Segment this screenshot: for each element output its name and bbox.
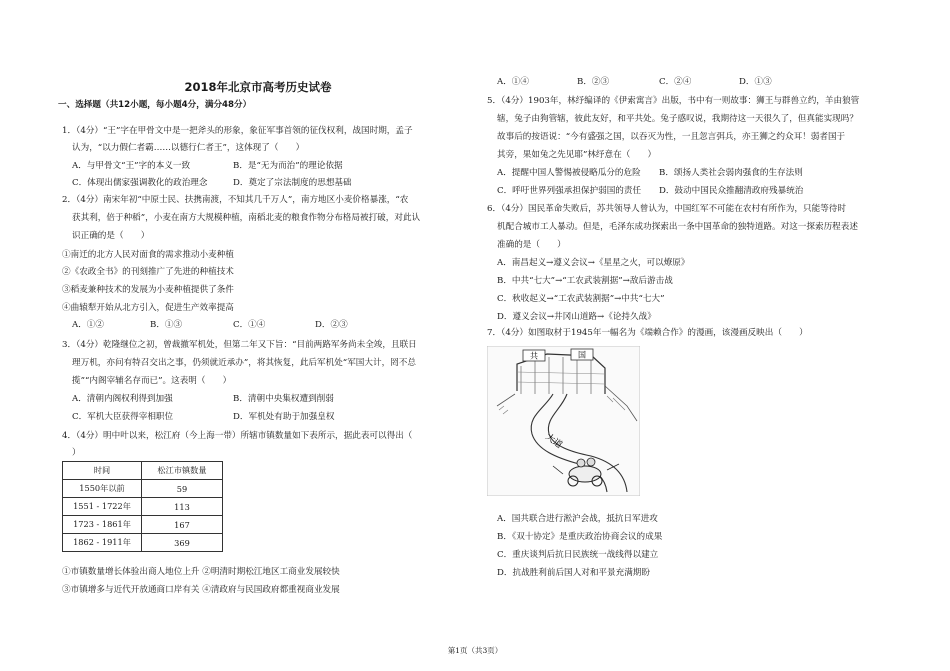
answer-option: A．南昌起义→遵义会议→《星星之火，可以燎原》 <box>497 258 690 268</box>
table-row <box>63 516 223 534</box>
table-cell: 369 <box>142 534 223 552</box>
table-header-row <box>63 462 223 480</box>
question-text-line: 识正确的是（ ） <box>72 231 150 241</box>
answer-option: B．《双十协定》是重庆政治协商会议的成果 <box>497 532 663 542</box>
table-cell: 113 <box>142 498 223 516</box>
answer-option: C．军机大臣获得宰相职位 <box>72 412 174 422</box>
question-text-line: ②《农政全书》的刊刻推广了先进的种植技术 <box>62 267 234 277</box>
question-text-line: 其旁，果如兔之先见耶”林纾意在（ ） <box>497 150 657 160</box>
question-text-line: ④曲辕犁开始从北方引入，促进生产效率提高 <box>62 303 234 313</box>
answer-option: C．①④ <box>233 320 266 330</box>
page-footer: 第1页（共3页） <box>447 646 503 655</box>
answer-option: A．①② <box>72 320 104 330</box>
question-text-line: 2．（4分）南宋年初“中原士民、扶携南渡，不知其几千万人”，南方地区小麦价格暴涨，“农 <box>62 195 409 205</box>
cartoon-sign-left: 共 <box>530 351 538 361</box>
table-cell: 1550年以前 <box>63 480 142 498</box>
answer-option: B．①③ <box>150 320 183 330</box>
answer-option: D．②③ <box>315 320 348 330</box>
question-text-line: 准确的是（ ） <box>497 240 566 250</box>
table-row <box>63 498 223 516</box>
table-row <box>63 480 223 498</box>
table-header: 时间 <box>63 462 142 480</box>
question-text-line: 机配合城市工人暴动。但是，毛泽东成功探索出一条中国革命的独特道路。对这一探索历程表述 <box>497 222 858 232</box>
cartoon-sign-right: 国 <box>578 350 586 360</box>
table-cell: 1862 - 1911年 <box>63 534 142 552</box>
question-text-line: 故事后的按语说：“今有盛强之国，以吞灭为性，一且忽言弭兵，亦王狮之约众耳！弱者国于 <box>497 132 846 142</box>
question-text-line: ①市镇数量增长体验出商人地位上升 ②明清时期松江地区工商业发展较快 <box>62 567 340 577</box>
table-header: 松江市镇数量 <box>142 462 223 480</box>
question-text-line: ） <box>72 448 81 458</box>
page-title: 2018年北京市高考历史试卷 <box>184 80 332 94</box>
question-text-line: 获其利，倍于种稻”，小麦在南方大规模种植，南稻北麦的粮食作物分布格局被打破，对此认 <box>72 213 421 223</box>
answer-option: A．清朝内阁权利得到加强 <box>72 394 173 404</box>
answer-option: C．体现出儒家强调教化的政治理念 <box>72 178 208 188</box>
answer-option: B．中共“七大”→“工农武装割据”→敌后游击战 <box>497 276 673 286</box>
cartoon-image <box>487 346 640 496</box>
table-cell: 1551 - 1722年 <box>63 498 142 516</box>
answer-option: B．清朝中央集权遭到削弱 <box>233 394 334 404</box>
table-row <box>63 534 223 552</box>
table-cell: 167 <box>142 516 223 534</box>
answer-option: B．②③ <box>577 77 610 87</box>
question-text-line: 认为，“以力假仁者霸……以德行仁者王”，这体现了（ ） <box>72 143 305 153</box>
section-heading: 一、选择题（共12小题，每小题4分，满分48分） <box>58 100 252 110</box>
answer-option: D．遵义会议→井冈山道路→《论持久战》 <box>497 312 656 322</box>
answer-option: A．国共联合进行淞沪会战，抵抗日军进攻 <box>497 514 658 524</box>
answer-option: C．②④ <box>659 77 692 87</box>
question-text-line: 3．（4分）乾隆继位之初，曾裁撤军机处，但第二年又下旨：“目前两路军务尚未全竣，且联日 <box>62 340 417 350</box>
answer-option: D．鼓动中国民众推翻清政府残暴统治 <box>659 186 804 196</box>
answer-option: B．颂扬人类社会弱肉强食的生存法则 <box>659 168 803 178</box>
answer-option: A．①④ <box>497 77 529 87</box>
question-text-line: ③稻麦兼种技术的发展为小麦种植提供了条件 <box>62 285 234 295</box>
answer-option: D．奠定了宗法制度的思想基础 <box>233 178 352 188</box>
question-text-line: ③市镇增多与近代开放通商口岸有关 ④清政府与民国政府都重视商业发展 <box>62 585 340 595</box>
answer-option: C．秋收起义→“工农武装割据”→中共“七大” <box>497 294 665 304</box>
answer-option: C．呼吁世界列强承担保护弱国的责任 <box>497 186 642 196</box>
question-text-line: 1．（4分）“王”字在甲骨文中是一把斧头的形象，象征军事首领的征伐权利，战国时期，孟子 <box>62 126 413 136</box>
answer-option: D．抗战胜利前后国人对和平景充满期盼 <box>497 568 650 578</box>
answer-option: C．重庆谈判后抗日民族统一战线得以建立 <box>497 550 659 560</box>
question-text-line: ①南迁的北方人民对面食的需求推动小麦种植 <box>62 250 234 260</box>
answer-option: D．①③ <box>739 77 772 87</box>
question-text-line: 辖，兔子由狗管辖，彼此友好，和平共处。兔子感叹说，我期待这一天很久了，但真能实现吗？ <box>497 114 858 124</box>
answer-option: A．与甲骨文“王”字的本义一致 <box>72 161 191 171</box>
question-text-line: 5．（4分）1903年，林纾编译的《伊索寓言》出版，书中有一则故事：狮王与群兽立约，羊由狼管 <box>487 96 860 106</box>
question-text-line: 揽”“内阁宰辅名存而已”。这表明（ ） <box>72 376 232 386</box>
question-text-line: 7．（4分）如图取材于1945年一幅名为《端赖合作》的漫画，该漫画反映出（ ） <box>487 328 808 338</box>
answer-option: B．是“无为而治”的理论依据 <box>233 161 343 171</box>
table-cell: 1723 - 1861年 <box>63 516 142 534</box>
question-text-line: 理万机，亦问有特召交出之事，仍须就近承办”，将其恢复，此后军机处“军国大计，罔不总 <box>72 358 416 368</box>
table-cell: 59 <box>142 480 223 498</box>
answer-option: A．提醒中国人警惕被侵略瓜分的危险 <box>497 168 641 178</box>
question-text-line: 4．（4分）明中叶以来，松江府（今上海一带）所辖市镇数量如下表所示，据此表可以得出（ <box>62 431 413 441</box>
market-town-table <box>62 461 223 552</box>
cartoon-road-text: 大道 <box>543 432 564 451</box>
answer-option: D．军机处有助于加强皇权 <box>233 412 335 422</box>
question-text-line: 6．（4分）国民革命失败后，苏共领导人曾认为，中国红军不可能在农村有所作为，只能等待时 <box>487 204 846 214</box>
